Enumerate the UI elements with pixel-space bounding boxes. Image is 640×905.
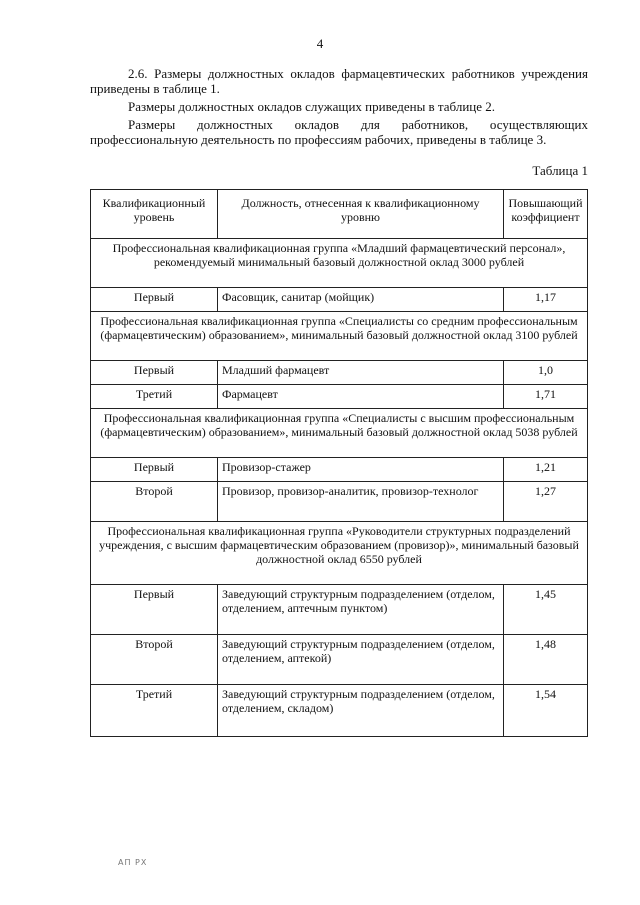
group-row — [91, 409, 588, 458]
footer-mark: АП РХ — [118, 858, 148, 867]
cell-position: Провизор-стажер — [218, 458, 504, 482]
cell-level: Первый — [91, 458, 218, 482]
group-row — [91, 522, 588, 585]
intro-paragraph-2: Размеры должностных окладов служащих приведены в таблице 2. — [128, 99, 496, 114]
cell-coefficient: 1,71 — [504, 385, 588, 409]
table-row — [91, 385, 588, 409]
group-title: Профессиональная квалификационная группа «Младший фармацевтический персонал», рекомендуемый минимальный базовый должностной оклад 3000 рублей — [91, 239, 588, 288]
cell-level: Третий — [91, 385, 218, 409]
page-number: 4 — [316, 36, 324, 51]
intro-paragraph-3: Размеры должностных окладов для работников, осуществляющих профессиональную деятельность по профессиям рабочих, приведены в таблице 3. — [90, 117, 588, 147]
header-position: Должность, отнесенная к квалификационному уровню — [218, 190, 504, 239]
cell-position: Заведующий структурным подразделением (отделом, отделением, складом) — [218, 685, 504, 737]
cell-level: Первый — [91, 361, 218, 385]
cell-coefficient: 1,54 — [504, 685, 588, 737]
cell-coefficient: 1,21 — [504, 458, 588, 482]
table-row — [91, 361, 588, 385]
cell-level: Третий — [91, 685, 218, 737]
cell-position: Младший фармацевт — [218, 361, 504, 385]
group-title: Профессиональная квалификационная группа «Специалисты с высшим профессиональным (фармацевтическим) образованием», минимальный базовый должностной оклад 5038 рублей — [91, 409, 588, 458]
group-title: Профессиональная квалификационная группа «Специалисты со средним профессиональным (фармацевтическим) образованием», минимальный базовый должностной оклад 3100 рублей — [91, 312, 588, 361]
cell-coefficient: 1,48 — [504, 635, 588, 685]
table-header-row — [91, 190, 588, 239]
cell-coefficient: 1,27 — [504, 482, 588, 522]
header-level: Квалификационный уровень — [91, 190, 218, 239]
cell-position: Заведующий структурным подразделением (отделом, отделением, аптекой) — [218, 635, 504, 685]
group-row — [91, 239, 588, 288]
table-row — [91, 458, 588, 482]
cell-position: Заведующий структурным подразделением (отделом, отделением, аптечным пунктом) — [218, 585, 504, 635]
intro-paragraph-1: 2.6. Размеры должностных окладов фармацевтических работников учреждения приведены в таблице 1. — [90, 66, 588, 96]
cell-coefficient: 1,45 — [504, 585, 588, 635]
cell-level: Первый — [91, 585, 218, 635]
cell-position: Фармацевт — [218, 385, 504, 409]
cell-coefficient: 1,17 — [504, 288, 588, 312]
table-row — [91, 585, 588, 635]
table-caption: Таблица 1 — [532, 163, 588, 178]
cell-position: Фасовщик, санитар (мойщик) — [218, 288, 504, 312]
intro-text — [90, 66, 588, 147]
cell-position: Провизор, провизор-аналитик, провизор-технолог — [218, 482, 504, 522]
group-title: Профессиональная квалификационная группа «Руководители структурных подразделений учреждения, с высшим фармацевтическим образованием (провизор)», минимальный базовый должностной оклад 6550 рублей — [91, 522, 588, 585]
cell-level: Первый — [91, 288, 218, 312]
header-coefficient: Повышающий коэффициент — [504, 190, 588, 239]
group-row — [91, 312, 588, 361]
table-row — [91, 635, 588, 685]
cell-level: Второй — [91, 482, 218, 522]
table-row — [91, 685, 588, 737]
cell-level: Второй — [91, 635, 218, 685]
salary-table — [90, 189, 588, 737]
table-row — [91, 482, 588, 522]
table-row — [91, 288, 588, 312]
cell-coefficient: 1,0 — [504, 361, 588, 385]
